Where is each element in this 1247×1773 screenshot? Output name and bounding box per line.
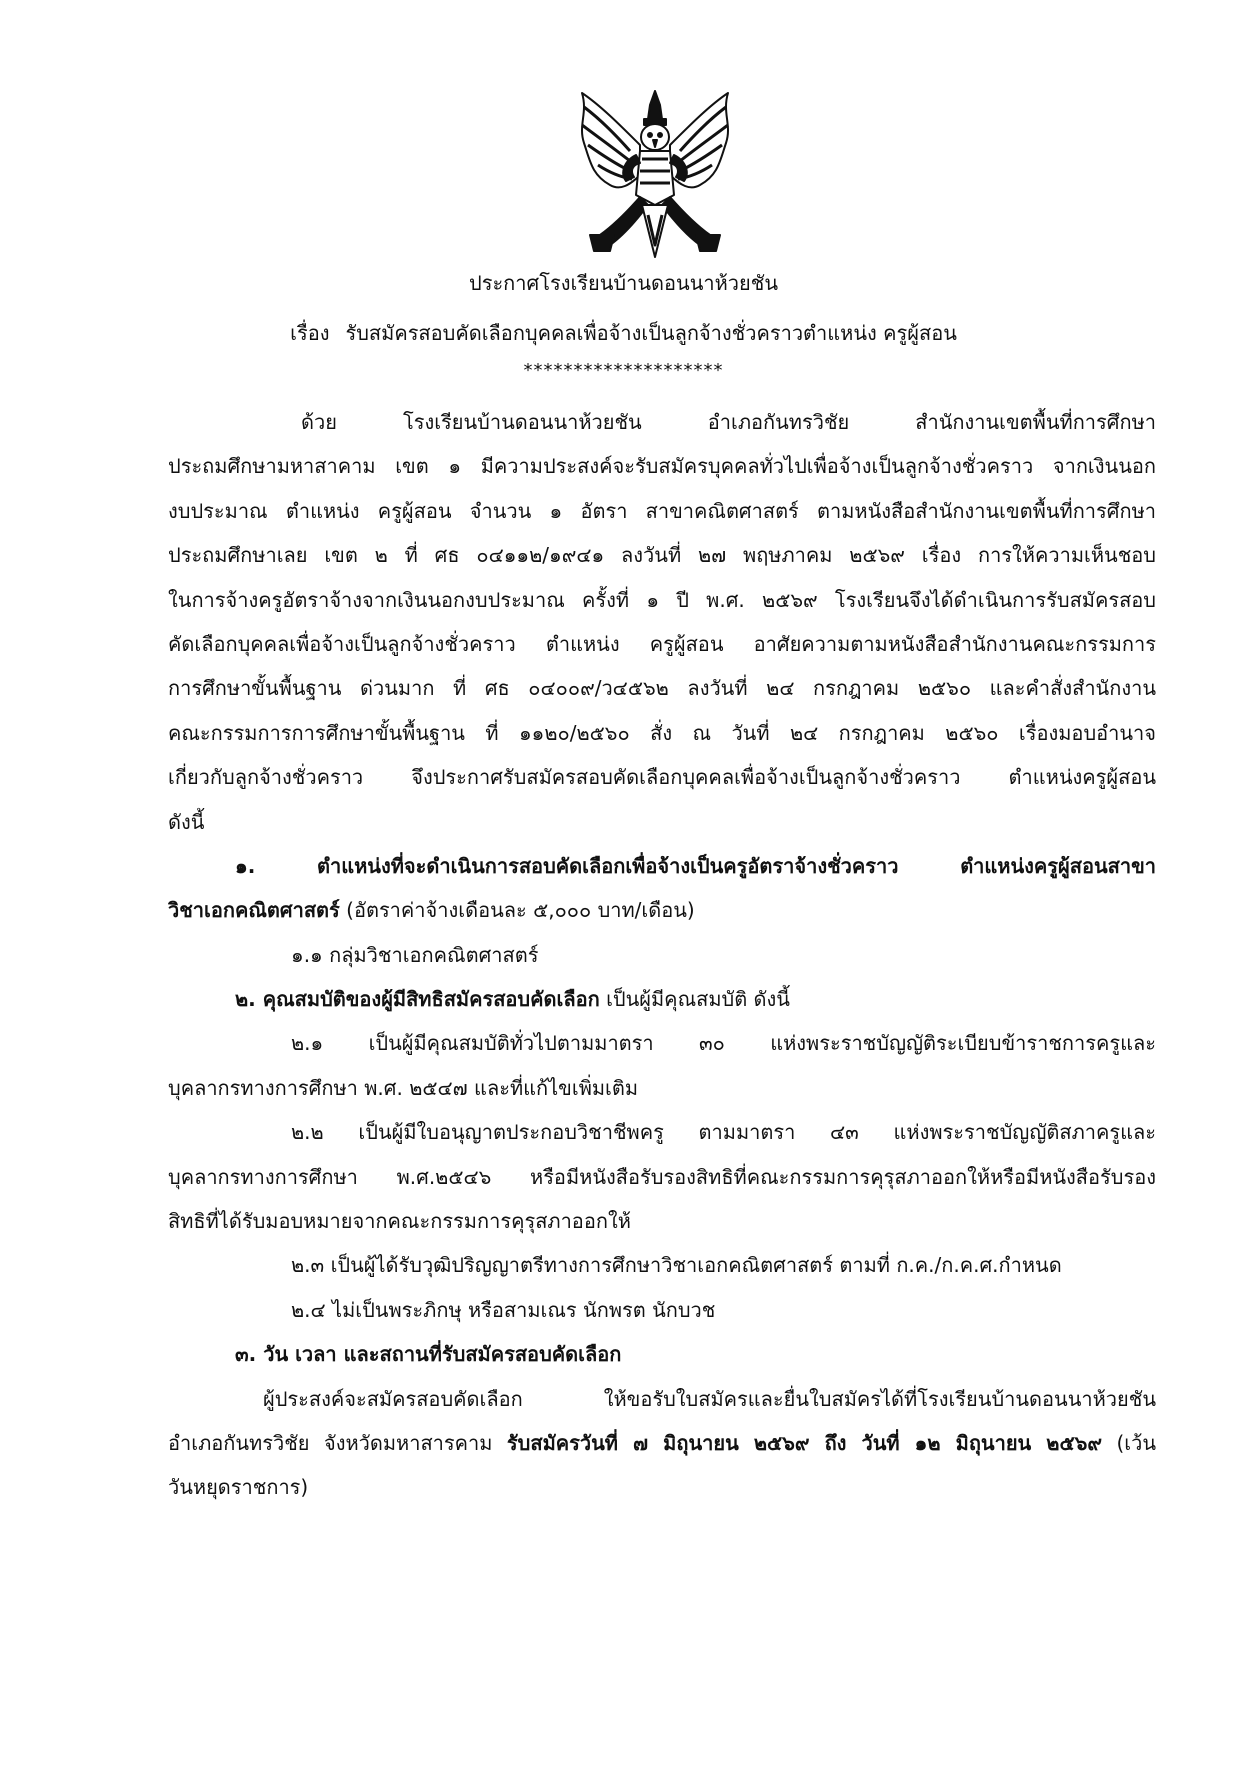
section-3-line: ผู้ประสงค์จะสมัครสอบคัดเลือก ให้ขอรับใบสมัครและยื่นใบสมัครได้ที่โรงเรียนบ้านดอนนาห้วยชัน [263,1386,1156,1411]
section-2-item: ๒.๒ เป็นผู้มีใบอนุญาตประกอบวิชาชีพครู ตามมาตรา ๔๓ แห่งพระราชบัญญัติสภาครูและ [291,1120,1156,1145]
intro-line: คณะกรรมการการศึกษาขั้นพื้นฐาน ที่ ๑๑๒๐/๒๕๖๐ สั่ง ณ วันที่ ๒๔ กรกฎาคม ๒๕๖๐ เรื่องมอบอำนาจ [168,720,1156,745]
section-3-note: (เว้น [1116,1430,1156,1455]
section-3-heading: ๓. วัน เวลา และสถานที่รับสมัครสอบคัดเลือก [235,1342,622,1367]
garuda-emblem-icon [570,85,740,260]
section-3-location: อำเภอกันทรวิชัย จังหวัดมหาสารคาม [168,1430,493,1455]
intro-line: ประถมศึกษาเลย เขต ๒ ที่ ศธ ๐๔๑๑๒/๑๙๔๑ ลงวันที่ ๒๗ พฤษภาคม ๒๕๖๙ เรื่อง การให้ความเห็นชอบ [168,543,1156,568]
section-3-line: วันหยุดราชการ) [168,1475,309,1500]
section-2-title-rest: เป็นผู้มีคุณสมบัติ ดังนี้ [606,987,790,1012]
intro-line: ดังนี้ [168,809,205,834]
section-1-wage: (อัตราค่าจ้างเดือนละ ๕,๐๐๐ บาท/เดือน) [346,898,695,923]
section-1-item: ๑.๑ กลุ่มวิชาเอกคณิตศาสตร์ [291,942,539,967]
section-3-dates: รับสมัครวันที่ ๗ มิถุนายน ๒๕๖๙ ถึง วันที่ ๑๒ มิถุนายน ๒๕๖๙ [506,1430,1102,1455]
section-1-heading: ๑. ตำแหน่งที่จะดำเนินการสอบคัดเลือกเพื่อจ้างเป็นครูอัตราจ้างชั่วคราว ตำแหน่งครูผู้สอนสาขา [235,853,1156,878]
announcement-subject [0,318,1247,348]
section-1-major: วิชาเอกคณิตศาสตร์ [168,898,340,923]
intro-line: ในการจ้างครูอัตราจ้างจากเงินนอกงบประมาณ ครั้งที่ ๑ ปี พ.ศ. ๒๕๖๙ โรงเรียนจึงได้ดำเนินการรับสมัครสอบ [168,587,1156,612]
section-2-item: ๒.๔ ไม่เป็นพระภิกษุ หรือสามเณร นักพรต นักบวช [291,1297,716,1322]
announcement-body [168,400,1156,1510]
intro-line: คัดเลือกบุคคลเพื่อจ้างเป็นลูกจ้างชั่วคราว ตำแหน่ง ครูผู้สอน อาศัยความตามหนังสือสำนักงานคณะกรรมการ [168,631,1156,656]
subject-label: เรื่อง [290,321,330,345]
section-2-title: ๒. คุณสมบัติของผู้มีสิทธิสมัครสอบคัดเลือก [235,987,600,1012]
intro-line: งบประมาณ ตำแหน่ง ครูผู้สอน จำนวน ๑ อัตรา สาขาคณิตศาสตร์ ตามหนังสือสำนักงานเขตพื้นที่การศึกษา [168,498,1156,523]
intro-line: ประถมศึกษามหาสาคาม เขต ๑ มีความประสงค์จะรับสมัครบุคคลทั่วไปเพื่อจ้างเป็นลูกจ้างชั่วคราว จากเงินนอก [168,454,1156,479]
subject-text: รับสมัครสอบคัดเลือกบุคคลเพื่อจ้างเป็นลูกจ้างชั่วคราวตำแหน่ง ครูผู้สอน [345,321,957,345]
section-2-item: ๒.๓ เป็นผู้ได้รับวุฒิปริญญาตรีทางการศึกษาวิชาเอกคณิตศาสตร์ ตามที่ ก.ค./ก.ค.ศ.กำหนด [291,1253,1062,1278]
section-2-item-cont: บุคลากรทางการศึกษา พ.ศ. ๒๕๔๗ และที่แก้ไขเพิ่มเติม [168,1075,639,1100]
announcement-title: ประกาศโรงเรียนบ้านดอนนาห้วยชัน [469,271,778,295]
section-2-heading [168,977,1156,1021]
section-2-item-cont: บุคลากรทางการศึกษา พ.ศ.๒๕๔๖ หรือมีหนังสือรับรองสิทธิที่คณะกรรมการคุรุสภาออกให้หรือมีหนังสือรับรอง [168,1164,1156,1189]
section-2-item-cont: สิทธิที่ได้รับมอบหมายจากคณะกรรมการคุรุสภาออกให้ [168,1209,631,1234]
section-2-item: ๒.๑ เป็นผู้มีคุณสมบัติทั่วไปตามมาตรา ๓๐ แห่งพระราชบัญญัติระเบียบข้าราชการครูและ [291,1031,1156,1056]
intro-line: เกี่ยวกับลูกจ้างชั่วคราว จึงประกาศรับสมัครสอบคัดเลือกบุคคลเพื่อจ้างเป็นลูกจ้างชั่วคราว ตำแหน่งครูผู้สอน [168,765,1156,790]
section-1-heading-cont [168,888,1156,932]
intro-line: ด้วย โรงเรียนบ้านดอนนาห้วยชัน อำเภอกันทรวิชัย สำนักงานเขตพื้นที่การศึกษา [301,410,1156,434]
intro-line: การศึกษาขั้นพื้นฐาน ด่วนมาก ที่ ศธ ๐๔๐๐๙/ว๔๕๖๒ ลงวันที่ ๒๔ กรกฎาคม ๒๕๖๐ และคำสั่งสำนักงาน [168,676,1156,701]
section-3-line [168,1421,1156,1465]
separator-line: ******************** [523,360,724,381]
